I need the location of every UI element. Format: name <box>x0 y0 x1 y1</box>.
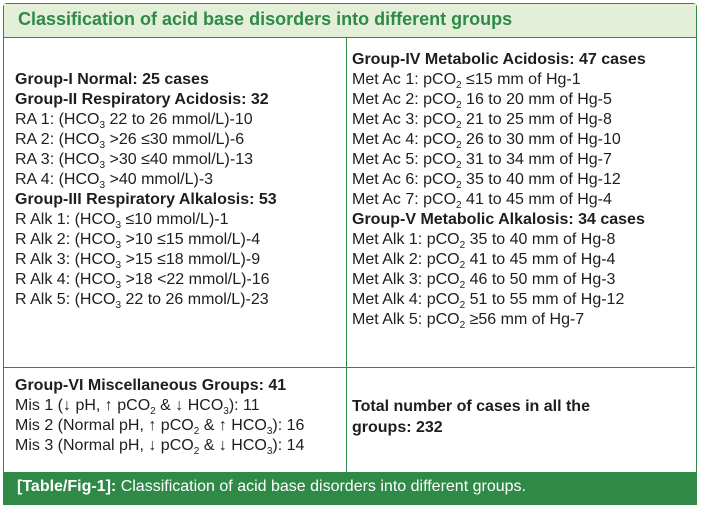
subgroup-row <box>352 290 695 310</box>
misc-row <box>15 436 346 456</box>
subscript: 3 <box>99 160 106 171</box>
row-prefix: R Alk 5: (HCO <box>15 291 116 308</box>
group-heading: Group-I Normal: 25 cases <box>15 71 209 88</box>
row-value: >40 mmol/L)-3 <box>105 171 214 188</box>
group-heading: Group-V Metabolic Alkalosis: 34 cases <box>352 211 645 228</box>
subgroup-row <box>15 170 346 190</box>
subgroup-row <box>15 130 346 150</box>
row-prefix: Met Alk 2: pCO <box>352 251 460 268</box>
row-prefix: Met Ac 4: pCO <box>352 131 457 148</box>
row-prefix: R Alk 2: (HCO <box>15 231 116 248</box>
row-value: 21 to 25 mm of Hg-8 <box>461 111 612 128</box>
subscript: 2 <box>459 300 466 311</box>
subscript: 2 <box>456 160 462 171</box>
subscript: 3 <box>115 240 122 251</box>
row-prefix: Mis 2 (Normal pH, ↑ pCO <box>15 417 194 434</box>
row-value: >15 ≤18 mmol/L)-9 <box>121 251 261 268</box>
subscript: 2 <box>193 446 200 457</box>
subgroup-row <box>352 190 695 210</box>
row-value: ≤15 mm of Hg-1 <box>461 71 581 88</box>
row-value: 35 to 40 mm of Hg-12 <box>461 171 621 188</box>
group-heading: Group-IV Metabolic Acidosis: 47 cases <box>352 51 646 68</box>
row-middle: & ↑ HCO <box>199 417 267 434</box>
subscript: 2 <box>456 200 462 211</box>
row-value: 16 to 20 mm of Hg-5 <box>461 91 612 108</box>
row-value: 22 to 26 mmol/L)-23 <box>121 291 269 308</box>
subgroup-row <box>352 150 695 170</box>
row-value: 26 to 30 mm of Hg-10 <box>461 131 621 148</box>
subscript: 3 <box>99 140 106 151</box>
row-prefix: Met Alk 1: pCO <box>352 231 460 248</box>
subscript: 2 <box>456 80 462 91</box>
row-value: >18 <22 mmol/L)-16 <box>121 271 270 288</box>
subgroup-row <box>352 310 695 330</box>
misc-row <box>15 416 346 436</box>
row-prefix: Met Alk 3: pCO <box>352 271 460 288</box>
subgroup-row <box>352 270 695 290</box>
row-prefix: RA 4: (HCO <box>15 171 100 188</box>
figure-caption <box>4 472 696 504</box>
row-prefix: Mis 3 (Normal pH, ↓ pCO <box>15 437 194 454</box>
row-value: ): 11 <box>228 397 260 414</box>
subscript: 2 <box>459 260 466 271</box>
cell-total-cases <box>347 368 695 472</box>
subgroup-row <box>15 150 346 170</box>
row-value: 35 to 40 mm of Hg-8 <box>465 231 616 248</box>
caption-label: [Table/Fig-1]: <box>17 478 117 495</box>
row-value: 41 to 45 mm of Hg-4 <box>465 251 616 268</box>
subscript: 2 <box>456 120 462 131</box>
group-heading: Group-VI Miscellaneous Groups: 41 <box>15 377 287 394</box>
subgroup-row <box>352 130 695 150</box>
subgroup-row <box>352 170 695 190</box>
row-value: 41 to 45 mm of Hg-4 <box>461 191 612 208</box>
row-prefix: Met Alk 4: pCO <box>352 291 460 308</box>
subscript: 3 <box>115 220 122 231</box>
subgroup-row <box>15 230 346 250</box>
subscript: 2 <box>456 100 462 111</box>
subgroup-row <box>15 270 346 290</box>
subscript: 2 <box>459 280 466 291</box>
subscript: 2 <box>456 140 462 151</box>
subgroup-row <box>352 90 695 110</box>
cell-metabolic-groups <box>347 38 695 368</box>
subgroup-row <box>15 110 346 130</box>
cell-miscellaneous-groups <box>4 368 347 472</box>
row-value: ): 14 <box>272 437 305 454</box>
subscript: 2 <box>193 426 200 437</box>
row-value: 31 to 34 mm of Hg-7 <box>461 151 612 168</box>
subscript: 3 <box>266 446 273 457</box>
total-line-2: groups: 232 <box>352 419 443 436</box>
group-heading: Group-III Respiratory Alkalosis: 53 <box>15 191 277 208</box>
row-prefix: RA 3: (HCO <box>15 151 100 168</box>
table-figure <box>3 3 697 505</box>
row-value: >30 ≤40 mmol/L)-13 <box>105 151 253 168</box>
misc-row <box>15 396 346 416</box>
row-prefix: Mis 1 (↓ pH, ↑ pCO <box>15 397 151 414</box>
table-title: Classification of acid base disorders into different groups <box>4 4 696 38</box>
subgroup-row <box>15 250 346 270</box>
total-line-1: Total number of cases in all the <box>352 398 590 415</box>
row-prefix: R Alk 3: (HCO <box>15 251 116 268</box>
row-value: ≤10 mmol/L)-1 <box>121 211 229 228</box>
table-grid <box>4 38 696 472</box>
subgroup-row <box>352 110 695 130</box>
row-middle: & ↓ HCO <box>155 397 224 414</box>
row-prefix: R Alk 1: (HCO <box>15 211 116 228</box>
row-prefix: Met Ac 3: pCO <box>352 111 457 128</box>
group-heading: Group-II Respiratory Acidosis: 32 <box>15 91 269 108</box>
row-value: >26 ≤30 mmol/L)-6 <box>105 131 245 148</box>
row-prefix: Met Alk 5: pCO <box>352 311 460 328</box>
row-value: 46 to 50 mm of Hg-3 <box>465 271 616 288</box>
subgroup-row <box>15 290 346 310</box>
subscript: 3 <box>115 300 122 311</box>
row-value: ): 16 <box>272 417 305 434</box>
row-prefix: RA 1: (HCO <box>15 111 100 128</box>
row-prefix: Met Ac 6: pCO <box>352 171 457 188</box>
subscript: 3 <box>266 426 273 437</box>
row-prefix: R Alk 4: (HCO <box>15 271 116 288</box>
subgroup-row <box>352 230 695 250</box>
row-prefix: RA 2: (HCO <box>15 131 100 148</box>
subscript: 3 <box>99 180 106 191</box>
cell-respiratory-groups <box>4 38 347 368</box>
subscript: 3 <box>115 280 122 291</box>
row-value: 22 to 26 mmol/L)-10 <box>105 111 253 128</box>
caption-text: Classification of acid base disorders into different groups. <box>116 478 526 495</box>
subscript: 3 <box>115 260 122 271</box>
subscript: 3 <box>99 120 106 131</box>
row-middle: & ↓ HCO <box>199 437 267 454</box>
row-value: ≥56 mm of Hg-7 <box>465 311 585 328</box>
row-value: 51 to 55 mm of Hg-12 <box>465 291 625 308</box>
subgroup-row <box>352 70 695 90</box>
subscript: 2 <box>456 180 462 191</box>
row-prefix: Met Ac 7: pCO <box>352 191 457 208</box>
row-prefix: Met Ac 2: pCO <box>352 91 457 108</box>
subscript: 2 <box>459 320 466 331</box>
subscript: 2 <box>150 406 156 417</box>
row-value: >10 ≤15 mmol/L)-4 <box>121 231 261 248</box>
subgroup-row <box>352 250 695 270</box>
row-prefix: Met Ac 1: pCO <box>352 71 457 88</box>
subscript: 2 <box>459 240 466 251</box>
subgroup-row <box>15 210 346 230</box>
row-prefix: Met Ac 5: pCO <box>352 151 457 168</box>
subscript: 3 <box>223 406 229 417</box>
